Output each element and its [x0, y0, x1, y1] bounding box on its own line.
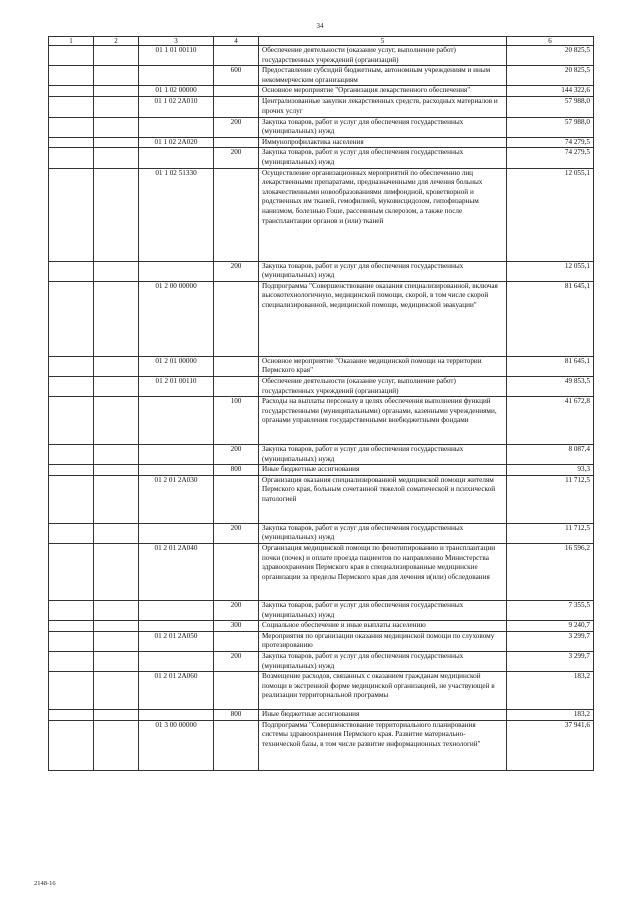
- cell-description: Закупка товаров, работ и услуг для обеспечения государственных (муниципальных) нужд: [259, 445, 507, 465]
- cell-description: Основное мероприятие "Организация лекарственного обеспечения": [259, 86, 507, 97]
- cell-amount: 49 853,5: [507, 376, 594, 396]
- cell-expense-type: [214, 137, 259, 148]
- cell-col2: [94, 376, 139, 396]
- column-header-4: 4: [214, 37, 259, 46]
- cell-col1: [49, 376, 94, 396]
- cell-amount: 37 941,6: [507, 720, 594, 770]
- cell-amount: 12 055,1: [507, 168, 594, 261]
- cell-description: Организация оказания специализированной медицинской помощи жителям Пермского края, больным сочетанной тяжелой соматической и психической патологией: [259, 475, 507, 523]
- cell-description: Обеспечение деятельности (оказание услуг, выполнение работ) государственных учреждений (организаций): [259, 376, 507, 396]
- cell-col1: [49, 148, 94, 168]
- cell-description: Закупка товаров, работ и услуг для обеспечения государственных (муниципальных) нужд: [259, 652, 507, 672]
- cell-col1: [49, 601, 94, 621]
- cell-col1: [49, 261, 94, 281]
- cell-expense-type: 200: [214, 523, 259, 543]
- cell-col2: [94, 137, 139, 148]
- cell-expense-type: 600: [214, 66, 259, 86]
- cell-amount: 3 299,7: [507, 652, 594, 672]
- cell-code: [139, 148, 214, 168]
- cell-code: [139, 66, 214, 86]
- table-row: [49, 168, 594, 261]
- cell-amount: 11 712,5: [507, 475, 594, 523]
- table-row: [49, 601, 594, 621]
- column-header-1: 1: [49, 37, 94, 46]
- cell-amount: 12 055,1: [507, 261, 594, 281]
- footer-code: 2148-16: [34, 880, 56, 887]
- cell-col1: [49, 66, 94, 86]
- cell-description: Централизованные закупки лекарственных средств, расходных материалов и прочих услуг: [259, 97, 507, 117]
- cell-description: Основное мероприятие "Оказание медицинской помощи на территории Пермского края": [259, 356, 507, 376]
- table-row: [49, 148, 594, 168]
- cell-description: Возмещение расходов, связанных с оказанием гражданам медицинской помощи в экстренной форме медицинской организацией, не участвующей в реализации территориальной программы: [259, 672, 507, 710]
- cell-description: Иммунопрофилактика населения: [259, 137, 507, 148]
- cell-description: Мероприятия по организации оказания медицинской помощи по слуховому протезированию: [259, 631, 507, 651]
- cell-code: [139, 117, 214, 137]
- cell-expense-type: [214, 46, 259, 66]
- column-header-6: 6: [507, 37, 594, 46]
- cell-code: 01 2 01 2А040: [139, 544, 214, 601]
- cell-code: [139, 601, 214, 621]
- cell-col1: [49, 397, 94, 445]
- cell-description: Иные бюджетные ассигнования: [259, 710, 507, 721]
- cell-amount: 81 645,1: [507, 356, 594, 376]
- table-row: [49, 475, 594, 523]
- cell-col1: [49, 720, 94, 770]
- table-row: [49, 66, 594, 86]
- cell-amount: 183,2: [507, 710, 594, 721]
- table-row: [49, 117, 594, 137]
- cell-expense-type: 200: [214, 445, 259, 465]
- cell-col2: [94, 261, 139, 281]
- cell-code: 01 1 02 00000: [139, 86, 214, 97]
- cell-description: Закупка товаров, работ и услуг для обеспечения государственных (муниципальных) нужд: [259, 148, 507, 168]
- cell-amount: 57 988,0: [507, 117, 594, 137]
- cell-code: 01 1 02 51330: [139, 168, 214, 261]
- cell-col1: [49, 86, 94, 97]
- cell-description: Закупка товаров, работ и услуг для обеспечения государственных (муниципальных) нужд: [259, 261, 507, 281]
- cell-col1: [49, 672, 94, 710]
- cell-col2: [94, 397, 139, 445]
- cell-amount: 20 825,5: [507, 46, 594, 66]
- cell-description: Закупка товаров, работ и услуг для обеспечения государственных (муниципальных) нужд: [259, 601, 507, 621]
- cell-expense-type: 200: [214, 148, 259, 168]
- table-row: [49, 356, 594, 376]
- table-row: [49, 710, 594, 721]
- cell-col2: [94, 281, 139, 356]
- cell-code: [139, 710, 214, 721]
- cell-expense-type: [214, 97, 259, 117]
- cell-amount: 8 087,4: [507, 445, 594, 465]
- cell-col1: [49, 97, 94, 117]
- cell-code: 01 1 02 2А020: [139, 137, 214, 148]
- cell-amount: 16 596,2: [507, 544, 594, 601]
- table-row: [49, 652, 594, 672]
- cell-expense-type: [214, 720, 259, 770]
- cell-expense-type: [214, 376, 259, 396]
- cell-code: [139, 523, 214, 543]
- cell-amount: 74 279,5: [507, 148, 594, 168]
- cell-code: 01 1 01 00110: [139, 46, 214, 66]
- cell-col2: [94, 621, 139, 632]
- table-row: [49, 465, 594, 476]
- cell-col2: [94, 652, 139, 672]
- cell-expense-type: [214, 475, 259, 523]
- cell-description: Обеспечение деятельности (оказание услуг, выполнение работ) государственных учреждений (организаций): [259, 46, 507, 66]
- cell-expense-type: [214, 631, 259, 651]
- cell-code: 01 2 01 2А060: [139, 672, 214, 710]
- cell-col1: [49, 117, 94, 137]
- cell-amount: 3 299,7: [507, 631, 594, 651]
- cell-col1: [49, 281, 94, 356]
- cell-code: 01 2 01 2А050: [139, 631, 214, 651]
- cell-col2: [94, 445, 139, 465]
- budget-table: [48, 36, 594, 771]
- cell-amount: 81 645,1: [507, 281, 594, 356]
- cell-col1: [49, 631, 94, 651]
- page-number: 34: [316, 22, 324, 30]
- cell-expense-type: 300: [214, 621, 259, 632]
- cell-expense-type: [214, 672, 259, 710]
- column-header-5: 5: [259, 37, 507, 46]
- cell-code: [139, 465, 214, 476]
- cell-description: Осуществление организационных мероприятий по обеспечению лиц лекарственными препаратами, предназначенными для лечения больных злокачественными новообразованиями лимфоидной, кроветворной и родственных им тканей, гемофилией, муковисцидозом, гипофизарным нанизмом, болезнью Гоше, рассеянным склерозом, а также после трансплантации органов и (или) тканей: [259, 168, 507, 261]
- cell-expense-type: 200: [214, 261, 259, 281]
- cell-amount: 7 355,5: [507, 601, 594, 621]
- cell-col2: [94, 465, 139, 476]
- table-row: [49, 97, 594, 117]
- cell-amount: 57 988,0: [507, 97, 594, 117]
- cell-code: 01 1 02 2А010: [139, 97, 214, 117]
- cell-amount: 93,3: [507, 465, 594, 476]
- table-row: [49, 261, 594, 281]
- table-header-row: [49, 37, 594, 46]
- cell-col2: [94, 356, 139, 376]
- cell-col1: [49, 465, 94, 476]
- cell-col2: [94, 544, 139, 601]
- cell-amount: 144 322,6: [507, 86, 594, 97]
- cell-col2: [94, 601, 139, 621]
- table-body: [49, 46, 594, 771]
- cell-description: Закупка товаров, работ и услуг для обеспечения государственных (муниципальных) нужд: [259, 523, 507, 543]
- table-row: [49, 86, 594, 97]
- cell-col1: [49, 356, 94, 376]
- cell-col2: [94, 720, 139, 770]
- cell-expense-type: [214, 544, 259, 601]
- cell-col2: [94, 631, 139, 651]
- table-row: [49, 631, 594, 651]
- cell-col1: [49, 621, 94, 632]
- table-row: [49, 672, 594, 710]
- cell-amount: 41 672,8: [507, 397, 594, 445]
- cell-col2: [94, 66, 139, 86]
- cell-col1: [49, 168, 94, 261]
- cell-code: 01 2 01 00110: [139, 376, 214, 396]
- cell-expense-type: 200: [214, 117, 259, 137]
- cell-col2: [94, 672, 139, 710]
- cell-col2: [94, 148, 139, 168]
- cell-col2: [94, 523, 139, 543]
- cell-code: [139, 261, 214, 281]
- cell-amount: 11 712,5: [507, 523, 594, 543]
- cell-col1: [49, 523, 94, 543]
- cell-col1: [49, 652, 94, 672]
- table-row: [49, 137, 594, 148]
- cell-expense-type: [214, 281, 259, 356]
- cell-col1: [49, 544, 94, 601]
- cell-code: [139, 621, 214, 632]
- table-row: [49, 621, 594, 632]
- cell-code: [139, 397, 214, 445]
- cell-expense-type: 200: [214, 601, 259, 621]
- cell-code: [139, 445, 214, 465]
- cell-description: Предоставление субсидий бюджетным, автономным учреждениям и иным некоммерческим организациям: [259, 66, 507, 86]
- cell-code: 01 2 01 2А030: [139, 475, 214, 523]
- cell-expense-type: 200: [214, 652, 259, 672]
- cell-description: Организация медицинской помощи по фенотипированию и трансплантации почки (почек) и оплате проезда пациентов по направлению Министерства здравоохранения Пермского края в специализированные медицинские организации за пределы Пермского края для лечения и(или) обследования: [259, 544, 507, 601]
- cell-expense-type: 800: [214, 465, 259, 476]
- table-row: [49, 397, 594, 445]
- cell-amount: 9 240,7: [507, 621, 594, 632]
- cell-col2: [94, 46, 139, 66]
- table-row: [49, 720, 594, 770]
- cell-amount: 183,2: [507, 672, 594, 710]
- cell-amount: 20 825,5: [507, 66, 594, 86]
- cell-col2: [94, 475, 139, 523]
- cell-expense-type: [214, 86, 259, 97]
- cell-col1: [49, 46, 94, 66]
- cell-col1: [49, 445, 94, 465]
- cell-description: Расходы на выплаты персоналу в целях обеспечения выполнения функций государственными (муниципальными) органами, казенными учреждениями, органами управления государственными внебюджетными фондами: [259, 397, 507, 445]
- cell-description: Подпрограмма "Совершенствование территориального планирования системы здравоохранения Пермского края. Развитие материально-технической базы, в том числе развитие информационных технологий": [259, 720, 507, 770]
- cell-description: Закупка товаров, работ и услуг для обеспечения государственных (муниципальных) нужд: [259, 117, 507, 137]
- cell-expense-type: [214, 356, 259, 376]
- column-header-2: 2: [94, 37, 139, 46]
- cell-col2: [94, 97, 139, 117]
- cell-expense-type: [214, 168, 259, 261]
- column-header-3: 3: [139, 37, 214, 46]
- table-row: [49, 46, 594, 66]
- table-row: [49, 445, 594, 465]
- cell-col2: [94, 117, 139, 137]
- cell-code: 01 3 00 00000: [139, 720, 214, 770]
- table-row: [49, 544, 594, 601]
- cell-col1: [49, 475, 94, 523]
- table-row: [49, 523, 594, 543]
- cell-expense-type: 800: [214, 710, 259, 721]
- cell-code: 01 2 01 00000: [139, 356, 214, 376]
- cell-col2: [94, 710, 139, 721]
- cell-code: 01 2 00 00000: [139, 281, 214, 356]
- cell-amount: 74 279,5: [507, 137, 594, 148]
- cell-description: Подпрограмма "Совершенствование оказания специализированной, включая высокотехнологичную, медицинской помощи, скорой, в том числе скорой специализированной, медицинской помощи, медицинской эвакуации": [259, 281, 507, 356]
- cell-col1: [49, 137, 94, 148]
- cell-col2: [94, 168, 139, 261]
- cell-col1: [49, 710, 94, 721]
- cell-description: Социальное обеспечение и иные выплаты населению: [259, 621, 507, 632]
- table-row: [49, 376, 594, 396]
- cell-expense-type: 100: [214, 397, 259, 445]
- table-row: [49, 281, 594, 356]
- cell-col2: [94, 86, 139, 97]
- cell-code: [139, 652, 214, 672]
- cell-description: Иные бюджетные ассигнования: [259, 465, 507, 476]
